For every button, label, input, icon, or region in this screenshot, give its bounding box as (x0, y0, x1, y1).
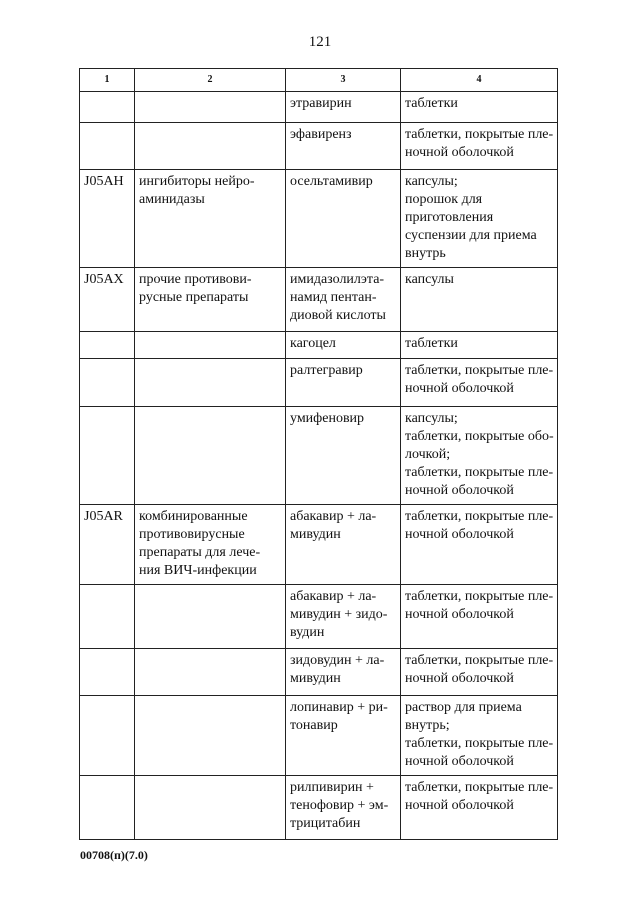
table-row (80, 649, 558, 696)
pharm-group-cell (135, 332, 286, 359)
pharm-group-cell (135, 92, 286, 123)
table-row (80, 170, 558, 268)
drug-name-cell: осельтамивир (286, 170, 401, 268)
atc-code-cell: J05AR (80, 505, 135, 585)
drug-name-cell: эфавиренз (286, 123, 401, 170)
pharm-group-cell (135, 407, 286, 505)
header-cell-3: 3 (286, 69, 401, 92)
table-row (80, 585, 558, 649)
table-row (80, 696, 558, 776)
table-row (80, 123, 558, 170)
pharm-group-cell: комбинированные противовирусные препараты для лече- ния ВИЧ-инфекции (135, 505, 286, 585)
drug-name-cell: абакавир + ла- мивудин + зидо- вудин (286, 585, 401, 649)
header-cell-2: 2 (135, 69, 286, 92)
table-row (80, 505, 558, 585)
dosage-form-cell: капсулы; таблетки, покрытые обо- лочкой; таблетки, покрытые пле- ночной оболочкой (401, 407, 558, 505)
atc-code-cell (80, 359, 135, 407)
header-row (80, 69, 558, 92)
document-code: 00708(п)(7.0) (80, 848, 148, 862)
dosage-form-cell: раствор для приема внутрь; таблетки, покрытые пле- ночной оболочкой (401, 696, 558, 776)
table-row (80, 332, 558, 359)
drug-name-cell: зидовудин + ла- мивудин (286, 649, 401, 696)
header-cell-1: 1 (80, 69, 135, 92)
drug-name-cell: кагоцел (286, 332, 401, 359)
table-row (80, 268, 558, 332)
atc-code-cell: J05AH (80, 170, 135, 268)
dosage-form-cell: таблетки, покрытые пле- ночной оболочкой (401, 505, 558, 585)
drug-name-cell: ралтегравир (286, 359, 401, 407)
atc-code-cell: J05AX (80, 268, 135, 332)
atc-code-cell (80, 123, 135, 170)
pharm-group-cell (135, 696, 286, 776)
atc-code-cell (80, 649, 135, 696)
table-row (80, 776, 558, 840)
dosage-form-cell: таблетки, покрытые пле- ночной оболочкой (401, 123, 558, 170)
atc-code-cell (80, 332, 135, 359)
drug-table (79, 68, 558, 840)
dosage-form-cell: таблетки, покрытые пле- ночной оболочкой (401, 585, 558, 649)
dosage-form-cell: таблетки, покрытые пле- ночной оболочкой (401, 359, 558, 407)
pharm-group-cell (135, 359, 286, 407)
dosage-form-cell: таблетки, покрытые пле- ночной оболочкой (401, 776, 558, 840)
page-number: 121 (308, 34, 332, 50)
pharm-group-cell: прочие противови- русные препараты (135, 268, 286, 332)
atc-code-cell (80, 407, 135, 505)
table-row (80, 359, 558, 407)
drug-name-cell: этравирин (286, 92, 401, 123)
dosage-form-cell: таблетки (401, 332, 558, 359)
drug-name-cell: абакавир + ла- мивудин (286, 505, 401, 585)
dosage-form-cell: таблетки (401, 92, 558, 123)
table-body (80, 92, 558, 840)
drug-name-cell: лопинавир + ри- тонавир (286, 696, 401, 776)
pharm-group-cell (135, 776, 286, 840)
table-row (80, 92, 558, 123)
atc-code-cell (80, 92, 135, 123)
pharm-group-cell (135, 649, 286, 696)
pharm-group-cell (135, 123, 286, 170)
pharm-group-cell: ингибиторы нейро- аминидазы (135, 170, 286, 268)
atc-code-cell (80, 776, 135, 840)
dosage-form-cell: капсулы (401, 268, 558, 332)
table-row (80, 407, 558, 505)
dosage-form-cell: таблетки, покрытые пле- ночной оболочкой (401, 649, 558, 696)
pharm-group-cell (135, 585, 286, 649)
dosage-form-cell: капсулы; порошок для приготовления суспензии для приема внутрь (401, 170, 558, 268)
atc-code-cell (80, 696, 135, 776)
drug-name-cell: рилпивирин + тенофовир + эм- трицитабин (286, 776, 401, 840)
drug-name-cell: умифеновир (286, 407, 401, 505)
drug-name-cell: имидазолилэта- намид пентан- диовой кислоты (286, 268, 401, 332)
atc-code-cell (80, 585, 135, 649)
header-cell-4: 4 (401, 69, 558, 92)
